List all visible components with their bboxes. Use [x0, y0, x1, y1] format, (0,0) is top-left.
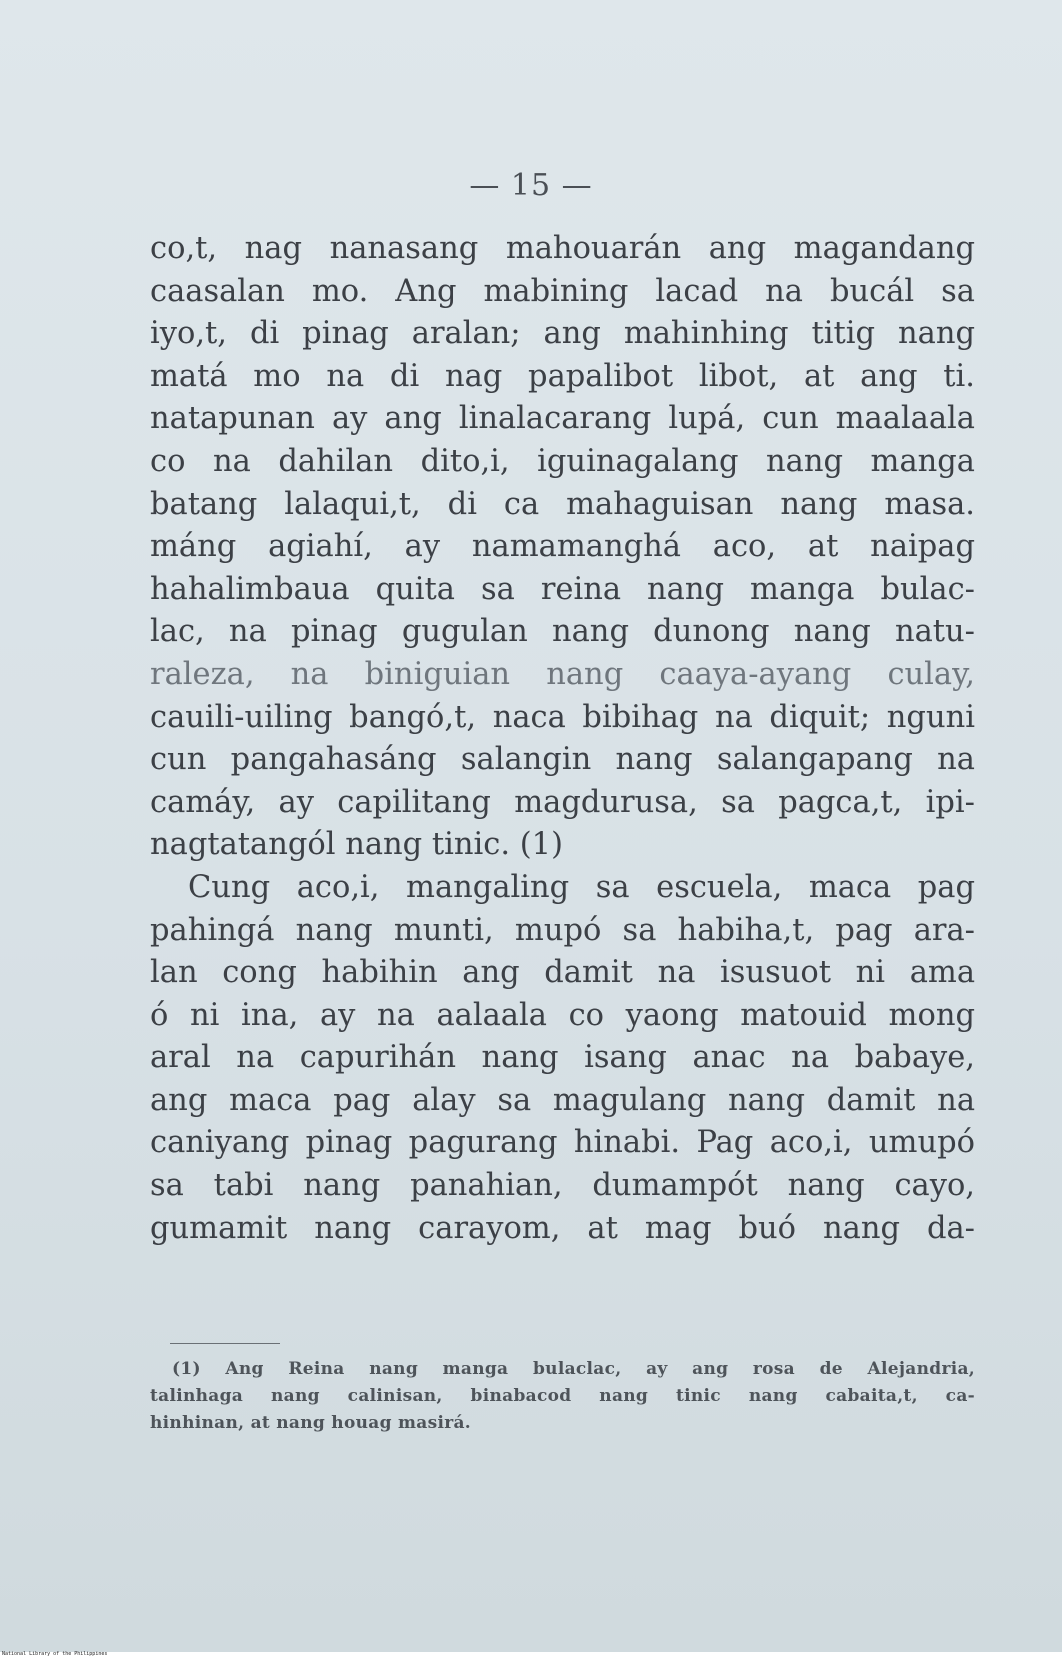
footnote-line: hinhinan, at nang houag masirá.: [150, 1413, 471, 1433]
text-line: caasalan mo. Ang mabining lacad na bucál sa: [150, 273, 975, 309]
text-line: cun pangahasáng salangin nang salangapang na: [150, 742, 975, 778]
text-line: caniyang pinag pagurang hinabi. Pag aco,i, umupó: [150, 1125, 975, 1161]
text-line: lac, na pinag gugulan nang dunong nang natu-: [150, 614, 975, 650]
text-line: co na dahilan dito,i, iguinagalang nang manga: [150, 443, 975, 479]
text-line: Cung aco,i, mangaling sa escuela, maca pag: [188, 869, 975, 905]
text-line: cauili-uiling bangó,t, naca bibihag na diquit; nguni: [150, 699, 975, 735]
text-line: iyo,t, di pinag aralan; ang mahinhing titig nang: [150, 316, 975, 352]
text-line: máng agiahí, ay namamanghá aco, at naipag: [150, 529, 975, 565]
text-line: lan cong habihin ang damit na isusuot ni ama: [150, 955, 975, 991]
text-line: ang maca pag alay sa magulang nang damit na: [150, 1082, 975, 1118]
text-line: sa tabi nang panahian, dumampót nang cayo,: [150, 1168, 975, 1204]
text-line: nagtatangól nang tinic. (1): [150, 827, 563, 863]
text-line: batang lalaqui,t, di ca mahaguisan nang masa.: [150, 486, 975, 522]
footnote: [150, 1356, 975, 1437]
text-line: hahalimbaua quita sa reina nang manga bulac-: [150, 571, 975, 607]
library-credit: National Library of the Philippines: [2, 1651, 108, 1657]
text-line: aral na capurihán nang isang anac na babaye,: [150, 1040, 975, 1076]
body-text: [150, 228, 975, 1250]
text-line: ó ni ina, ay na aalaala co yaong matouid mong: [150, 997, 975, 1033]
page-number: — 15 —: [469, 168, 593, 203]
scan-bottom-strip: [0, 1652, 1062, 1658]
text-line: gumamit nang carayom, at mag buó nang da-: [150, 1210, 975, 1246]
text-line: camáy, ay capilitang magdurusa, sa pagca,t, ipi-: [150, 784, 975, 820]
footnote-line: talinhaga nang calinisan, binabacod nang tinic nang cabaita,t, ca-: [150, 1386, 975, 1406]
footnote-line: (1) Ang Reina nang manga bulaclac, ay ang rosa de Alejandria,: [172, 1359, 975, 1379]
text-line: natapunan ay ang linalacarang lupá, cun maalaala: [150, 401, 975, 437]
text-line: raleza, na biniguian nang caaya-ayang culay,: [150, 656, 975, 692]
text-line: co,t, nag nanasang mahouarán ang magandang: [150, 231, 975, 266]
text-line: pahingá nang munti, mupó sa habiha,t, pag ara-: [150, 912, 975, 948]
footnote-divider: [170, 1343, 280, 1344]
text-line: matá mo na di nag papalibot libot, at ang ti.: [150, 358, 975, 394]
